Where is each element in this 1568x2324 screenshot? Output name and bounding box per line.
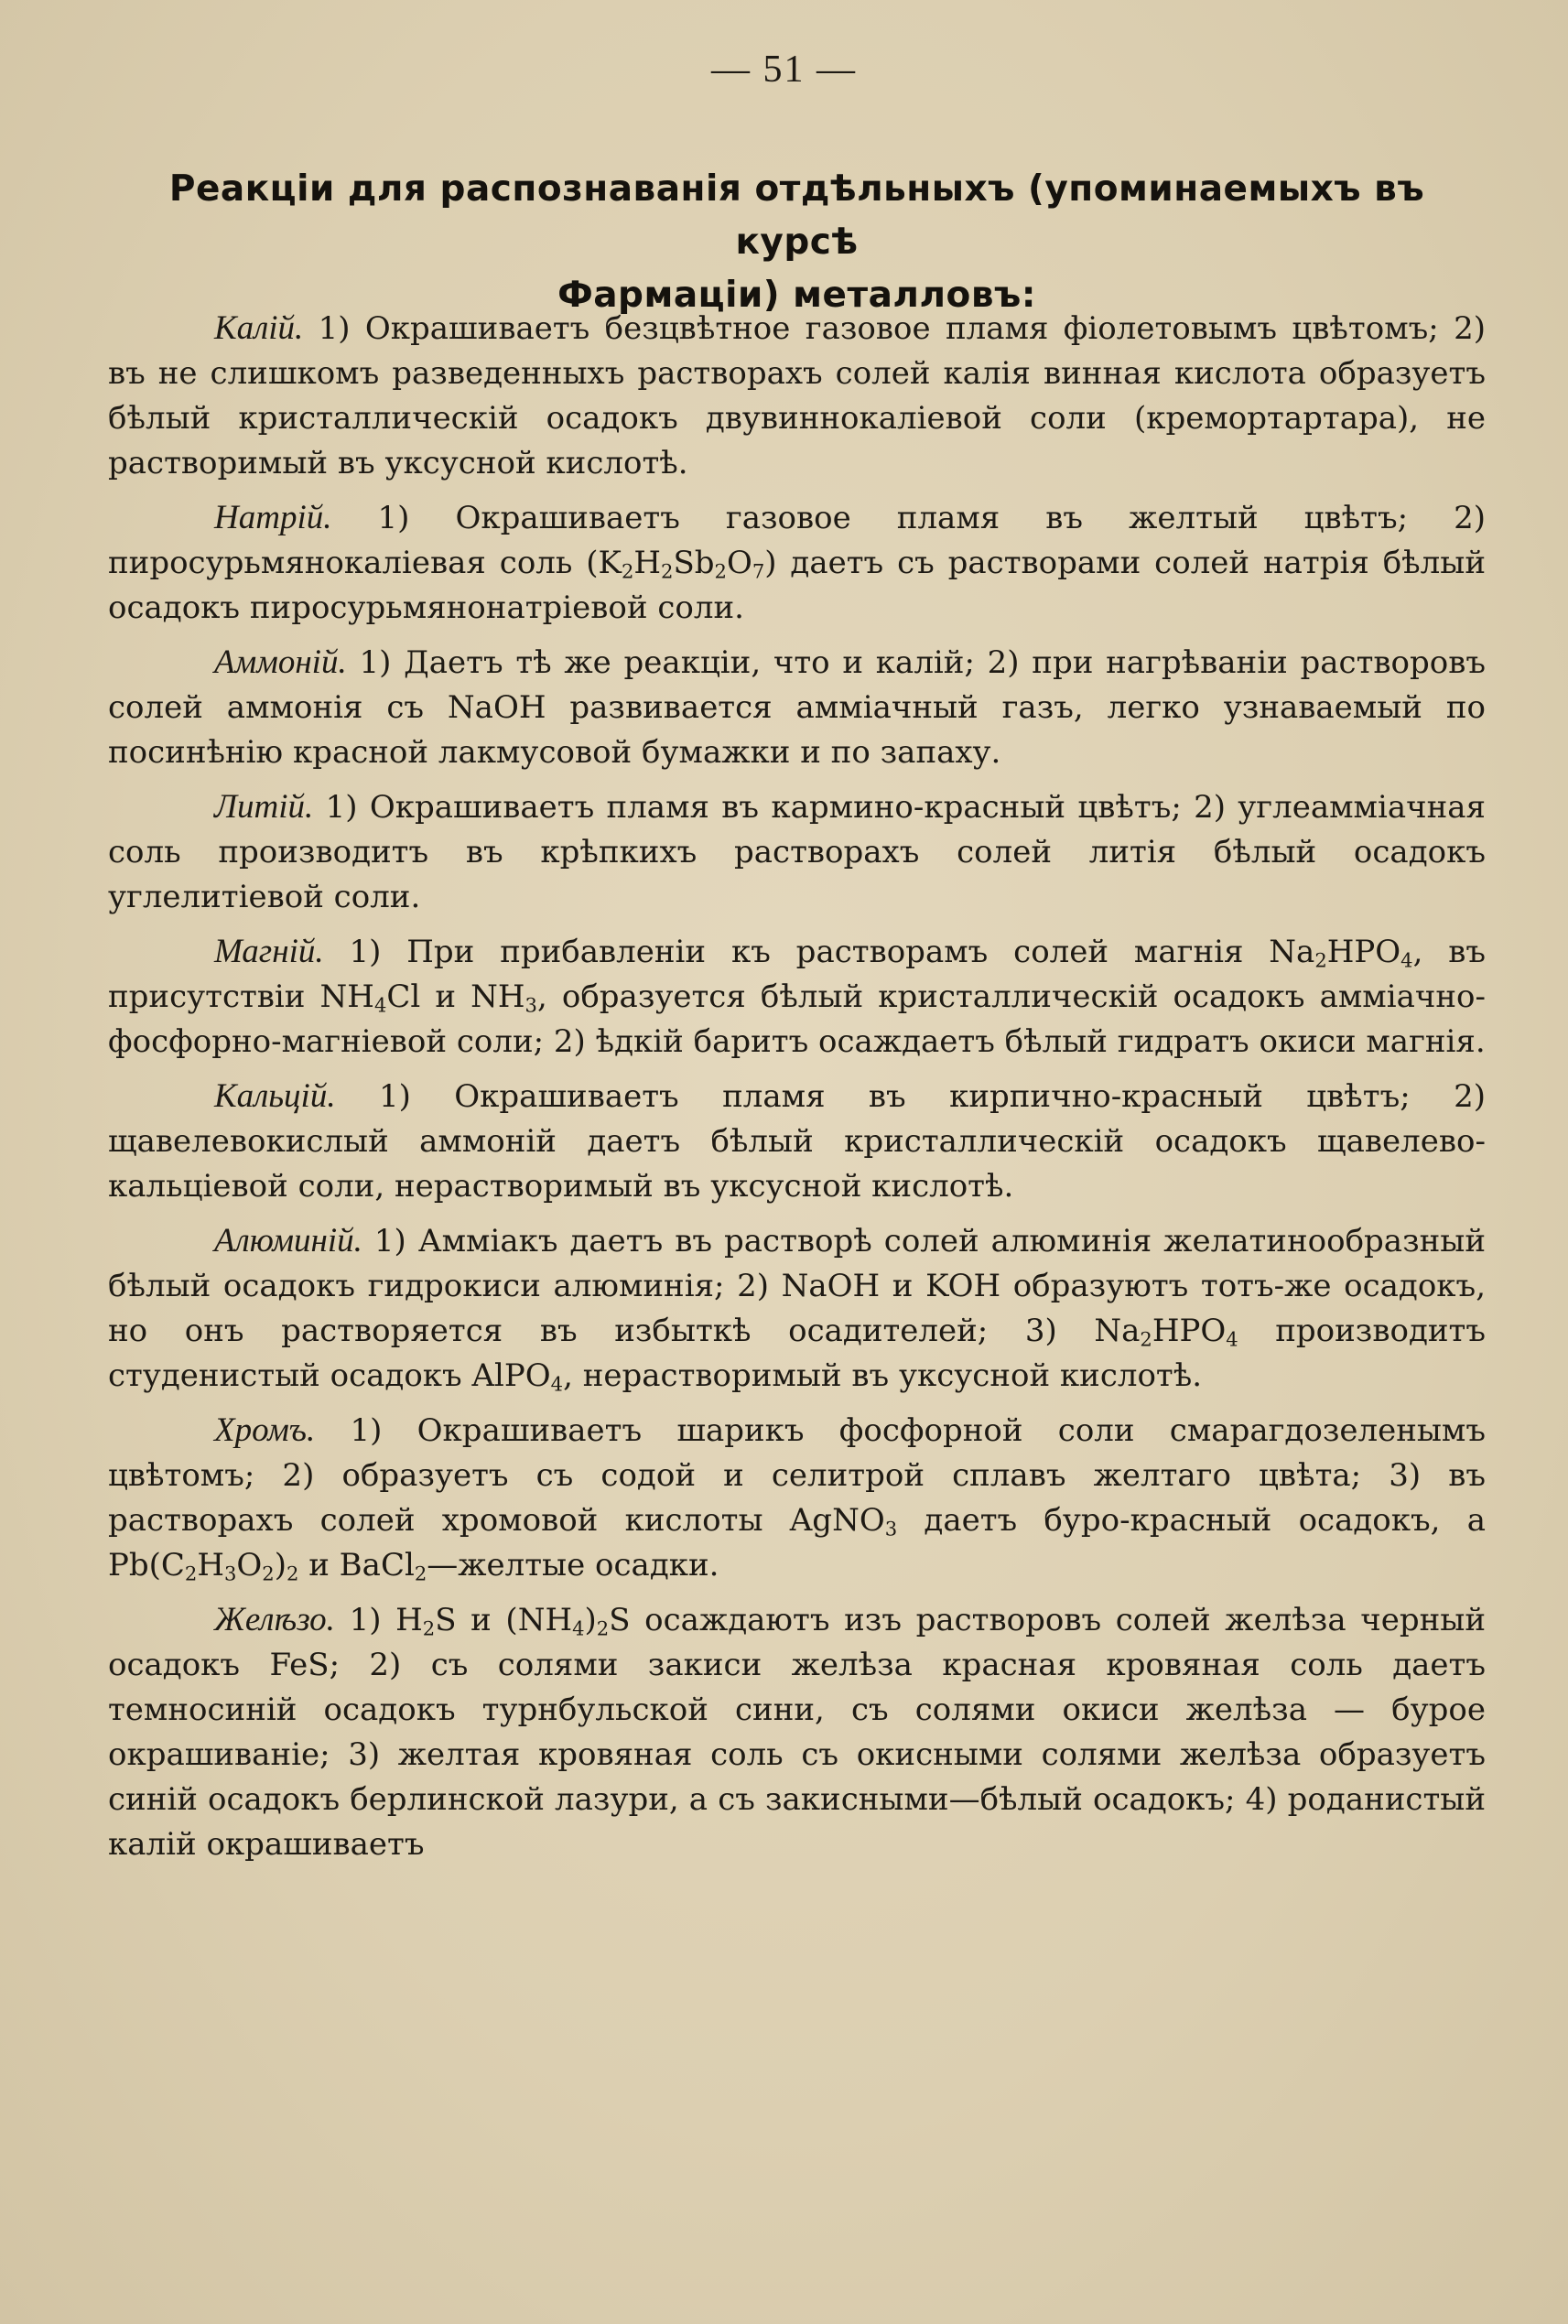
- paragraph-lead: Алюминій.: [214, 1222, 362, 1259]
- paragraph-lead: Желѣзо.: [214, 1601, 335, 1638]
- paragraph-body: 1) Окрашиваетъ газовое пламя въ желтый цвѣтъ; 2) пиросурьмянокаліевая соль $(K_2H_2Sb_2O_7)$ даетъ съ растворами солей натрія бѣлый осадокъ пиросурьмянонатріевой соли.: [108, 500, 1486, 626]
- heading-line-1: Реакціи для распознаванія отдѣльныхъ (упоминаемыхъ въ курсѣ: [168, 168, 1425, 263]
- paragraph-aluminium: [108, 1218, 1486, 1399]
- paragraph-body: 1) При прибавленіи къ растворамъ солей магнія $Na_2HPO_4$, въ присутствіи $NH_4Cl$ и $NH_3$, образуется бѣлый кристаллическій осадокъ амміачно-фосфорно-магніевой соли; 2) ѣдкій баритъ осаждаетъ бѣлый гидратъ окиси магнія.: [108, 934, 1487, 1060]
- paragraph-body: 1) Окрашиваетъ шарикъ фосфорной соли смарагдозеленымъ цвѣтомъ; 2) образуетъ съ содой и селитрой сплавъ желтаго цвѣта; 3) въ растворахъ солей хромовой кислоты AgNO$_3$ даетъ буро-красный осадокъ, а $Pb(C_2H_3O_2)_2$ и BaCl$_2$—желтые осадки.: [108, 1412, 1487, 1585]
- paragraph-calcium: [108, 1074, 1486, 1209]
- paragraph-lead: Натрій.: [214, 499, 332, 536]
- paragraph-lead: Калій.: [214, 309, 304, 347]
- body-text: [108, 306, 1486, 1876]
- paragraph-lead: Литій.: [214, 788, 314, 826]
- heading-line-2: Фармаціи) металловъ:: [557, 275, 1036, 316]
- paragraph-body: 1) Окрашиваетъ пламя въ кармино-красный цвѣтъ; 2) углеамміачная соль производитъ въ крѣпкихъ растворахъ солей литія бѣлый осадокъ углелитіевой соли.: [108, 789, 1486, 915]
- paragraph-chromium: [108, 1408, 1486, 1588]
- paragraph-lithium: [108, 784, 1486, 920]
- paragraph-lead: Аммоній.: [214, 643, 347, 681]
- paragraph-magnesium: [108, 929, 1486, 1065]
- paragraph-body: 1) $H_2S$ и $(NH_4)_2S$ осаждаютъ изъ растворовъ солей желѣза черный осадокъ FeS; 2) съ солями закиси желѣза красная кровяная соль даетъ темносиній осадокъ турнбульской сини, съ солями окиси желѣза — бурое окрашиваніе; 3) желтая кровяная соль съ окисными солями желѣза образуетъ синій осадокъ берлинской лазури, а съ закисными—бѣлый осадокъ; 4) роданистый калій окрашиваетъ: [108, 1602, 1487, 1863]
- paragraph-sodium: [108, 495, 1486, 631]
- paragraph-body: 1) Амміакъ даетъ въ растворѣ солей алюминія желатинообразный бѣлый осадокъ гидрокиси алюминія; 2) NaOH и KOH образуютъ тотъ-же осадокъ, но онъ растворяется въ избыткѣ осадителей; 3) $Na_2HPO_4$ производитъ студенистый осадокъ AlPO$_4$, нерастворимый въ уксусной кислотѣ.: [108, 1223, 1486, 1396]
- paragraph-body: 1) Даетъ тѣ же реакціи, что и калій; 2) при нагрѣваніи растворовъ солей аммонія съ NaOH развивается амміачный газъ, легко узнаваемый по посинѣнію красной лакмусовой бумажки и по запаху.: [108, 644, 1486, 771]
- page-number: — 51 —: [711, 49, 857, 91]
- paragraph-body: 1) Окрашиваетъ безцвѣтное газовое пламя фіолетовымъ цвѣтомъ; 2) въ не слишкомъ разведенныхъ растворахъ солей калія винная кислота образуетъ бѣлый кристаллическій осадокъ двувиннокаліевой соли (кремортартара), не растворимый въ уксусной кислотѣ.: [108, 310, 1486, 481]
- paragraph-potassium: [108, 306, 1486, 486]
- section-heading: [108, 163, 1486, 322]
- paragraph-lead: Хромъ.: [214, 1411, 316, 1449]
- paragraph-iron: [108, 1597, 1486, 1867]
- paragraph-lead: Магній.: [214, 933, 324, 970]
- paragraph-ammonium: [108, 640, 1486, 775]
- paragraph-body: 1) Окрашиваетъ пламя въ кирпично-красный цвѣтъ; 2) щавелевокислый аммоній даетъ бѣлый кристаллическій осадокъ щавелево-кальціевой соли, нерастворимый въ уксусной кислотѣ.: [108, 1078, 1486, 1205]
- paragraph-lead: Кальцій.: [214, 1077, 336, 1115]
